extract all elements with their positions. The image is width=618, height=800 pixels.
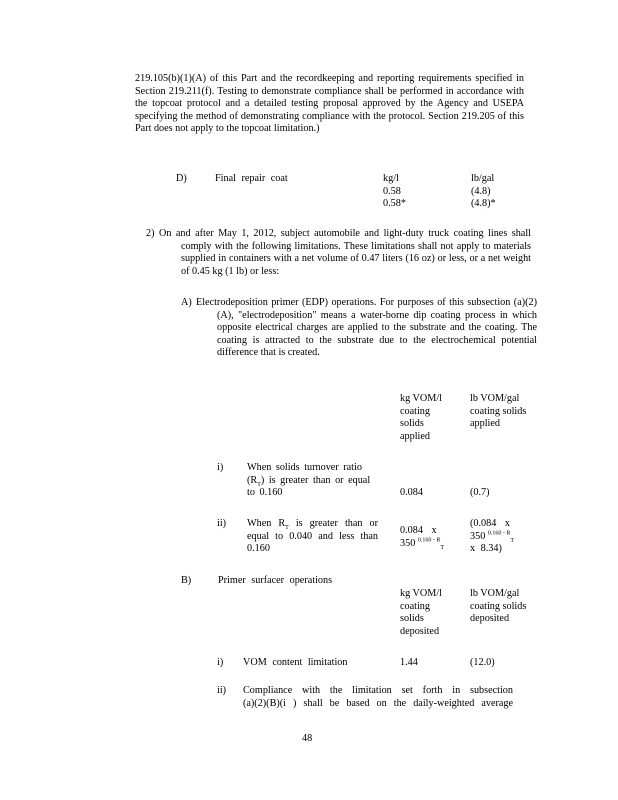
item-d-name: Final repair coat — [215, 173, 288, 184]
item-a-row-ii-text: When $R_T$ is greater than or equal to 0.040 and less than 0.160 — [247, 518, 378, 555]
item-b-row-i-label: i) — [217, 657, 224, 668]
item-a-text: Electrodeposition primer (EDP) operations. For purposes of this subsection (a)(2)(A), "electrodeposition" means a water-borne dip coating process in which opposite electrical charges are applied to the substrate and the coating. The coating is attracted to the substrate due to the electrochemical potential difference that is created. — [196, 297, 537, 359]
item-a-row-ii-lb: (0.084 x 350 $^{0.160 - R}_T$ x 8.34) — [470, 518, 514, 555]
item-a-row-i-kg: 0.084 — [400, 487, 423, 498]
item-b-lb-header: lb VOM/gal coating solids deposited — [470, 588, 527, 625]
item-a-row-ii-label: ii) — [217, 518, 227, 529]
item-b-label: B) — [181, 575, 192, 586]
item-d-kg-unit: kg/l — [383, 173, 399, 184]
item-d-lb-unit: lb/gal — [471, 173, 495, 184]
item-b-row-ii-label: ii) — [217, 685, 227, 696]
item-a-kg-header: kg VOM/l coating solids applied — [400, 393, 442, 442]
item-d-lb-value2: (4.8)* — [471, 198, 496, 210]
item-d-lb-column — [471, 173, 496, 211]
item-a-lb-header: lb VOM/gal coating solids applied — [470, 393, 527, 430]
item-a-row-ii-kg: 0.084 x 350 $^{0.160 - R}_T$ — [400, 525, 444, 551]
item-b-kg-header: kg VOM/l coating solids deposited — [400, 588, 442, 637]
page-number: 48 — [302, 733, 313, 744]
item-d-kg-value2: 0.58* — [383, 198, 406, 210]
item-a-row-i-label: i) — [217, 462, 224, 473]
item-d-label: D) — [176, 173, 187, 184]
item-2-text: On and after May 1, 2012, subject automobile and light-duty truck coating lines shall comply with the following limitations. These limitations shall not apply to materials supplied in containers with a net volume of 0.47 liters (16 oz) or less, or a net weight of 0.45 kg (1 lb) or less: — [159, 228, 531, 277]
item-b-name: Primer surfacer operations — [218, 575, 333, 586]
item-a-row-i-lb: (0.7) — [470, 487, 490, 498]
item-b-row-i-lb: (12.0) — [470, 657, 495, 668]
item-b-row-i-kg: 1.44 — [400, 657, 418, 668]
intro-paragraph: 219.105(b)(1)(A) of this Part and the recordkeeping and reporting requirements specified in Section 219.211(f). Testing to demonstrate compliance shall be performed in accordance with the topcoat protocol and a detailed testing proposal approved by the Agency and USEPA specifying the method of demonstrating compliance with the protocol. Section 219.205 of this Part does not apply to the topcoat limitation.) — [135, 73, 524, 135]
item-2-label: 2) — [146, 228, 155, 239]
item-b-row-i-text: VOM content limitation — [243, 657, 348, 668]
item-a-row-i-text: When solids turnover ratio $(R_T)$ is greater than or equal to 0.160 — [247, 462, 371, 499]
item-b-row-ii-text: Compliance with the limitation set forth in subsection (a)(2)(B)(i ) shall be based on the daily-weighted average — [243, 685, 513, 709]
item-a-label: A) — [181, 297, 192, 308]
item-d-kg-column — [383, 173, 406, 211]
item-d-lb-value1: (4.8) — [471, 185, 491, 197]
item-d-kg-value1: 0.58 — [383, 185, 401, 197]
